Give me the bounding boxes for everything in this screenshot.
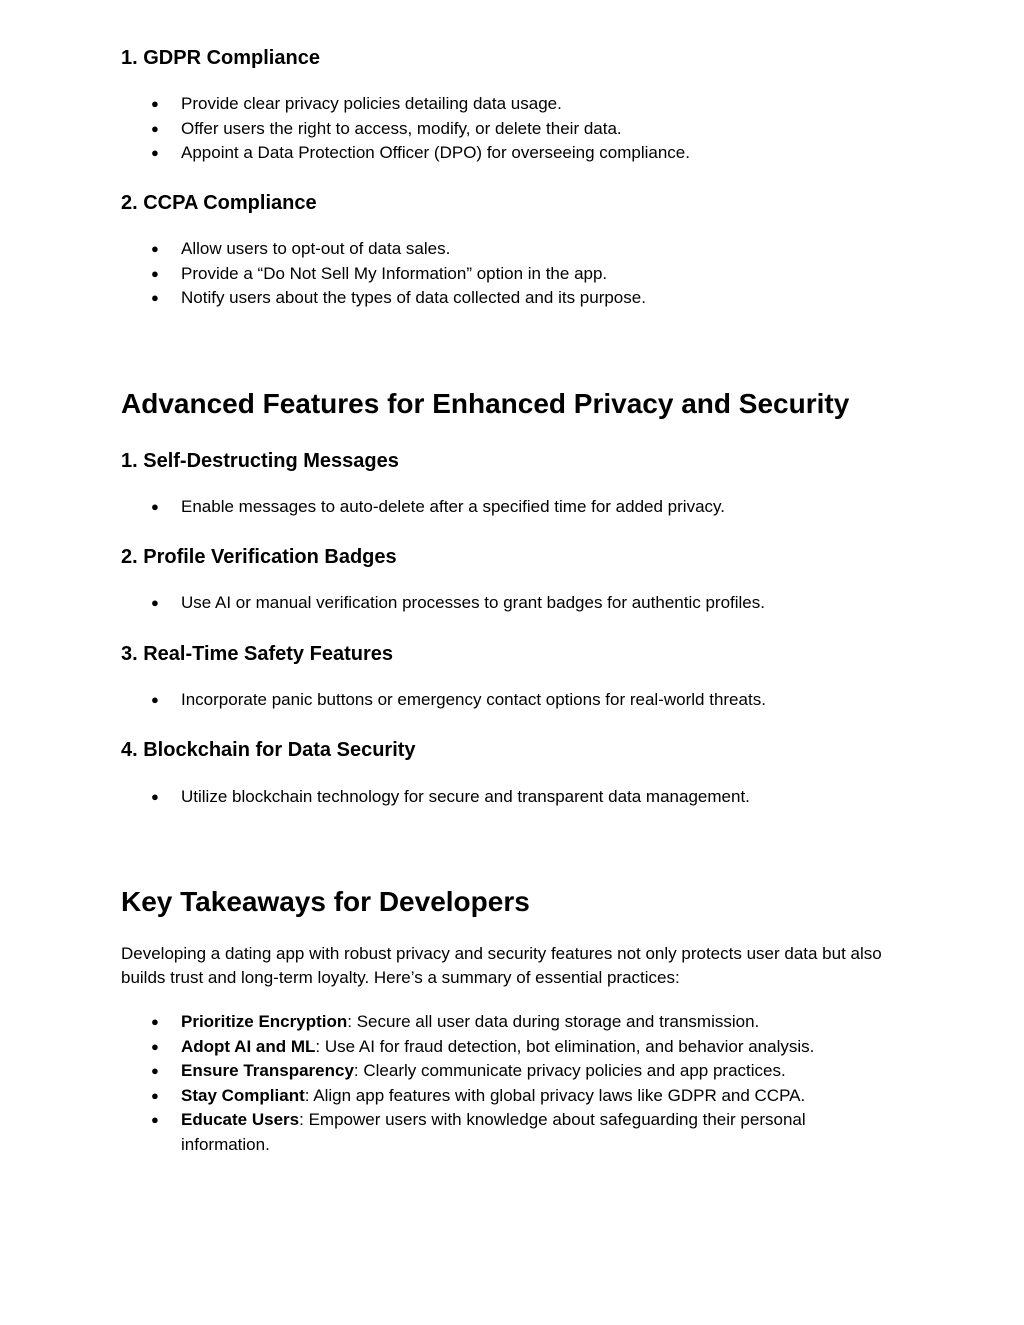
bullet-icon: ●	[151, 692, 159, 707]
list-item: ● Provide a “Do Not Sell My Information” option in the app.	[121, 262, 861, 287]
verification-badges-heading: 2. Profile Verification Badges	[121, 546, 397, 568]
bullet-icon: ●	[151, 145, 159, 160]
ccpa-list	[121, 237, 861, 311]
blockchain-list	[121, 785, 861, 810]
bullet-icon: ●	[151, 1087, 159, 1103]
bullet-icon: ●	[151, 290, 159, 305]
item-term: Stay Compliant	[181, 1085, 305, 1105]
bullet-icon: ●	[151, 1112, 159, 1127]
item-term: Adopt AI and ML	[181, 1036, 316, 1056]
list-item: ● Ensure Transparency: Clearly communicate privacy policies and app practices.	[121, 1059, 861, 1084]
item-term: Educate Users	[181, 1110, 300, 1129]
list-item: ● Utilize blockchain technology for secure and transparent data management.	[121, 785, 861, 810]
list-item: ● Provide clear privacy policies detailing data usage.	[121, 92, 861, 117]
list-item: ● Allow users to opt-out of data sales.	[121, 237, 861, 262]
bullet-icon: ●	[151, 1038, 159, 1054]
gdpr-list	[121, 92, 861, 166]
key-takeaways-title: Key Takeaways for Developers	[121, 886, 530, 917]
list-item: ● Appoint a Data Protection Officer (DPO) for overseeing compliance.	[121, 141, 861, 166]
blockchain-heading: 4. Blockchain for Data Security	[121, 739, 416, 761]
bullet-icon: ●	[151, 1063, 159, 1078]
bullet-icon: ●	[151, 789, 159, 804]
self-destructing-list	[121, 495, 861, 520]
item-term: Prioritize Encryption	[181, 1012, 348, 1031]
ccpa-heading: 2. CCPA Compliance	[121, 192, 317, 214]
list-item: ● Offer users the right to access, modify, or delete their data.	[121, 117, 861, 142]
verification-badges-list	[121, 591, 861, 616]
bullet-icon: ●	[151, 120, 159, 136]
list-item: ● Use AI or manual verification processes to grant badges for authentic profiles.	[121, 591, 861, 616]
takeaways-intro: Developing a dating app with robust privacy and security features not only protects user data but also builds trust and long-term loyalty. Here’s a summary of essential practices:	[121, 944, 882, 987]
item-term: Ensure Transparency	[181, 1061, 354, 1080]
bullet-icon: ●	[151, 96, 159, 111]
bullet-icon: ●	[151, 595, 159, 610]
gdpr-heading: 1. GDPR Compliance	[121, 47, 320, 69]
bullet-icon: ●	[151, 265, 159, 281]
list-item: ● Enable messages to auto-delete after a specified time for added privacy.	[121, 495, 861, 520]
bullet-icon: ●	[151, 1014, 159, 1029]
list-item: ● Educate Users: Empower users with knowledge about safeguarding their personal information.	[151, 1110, 806, 1154]
list-item: ● Notify users about the types of data collected and its purpose.	[121, 286, 861, 311]
safety-features-heading: 3. Real-Time Safety Features	[121, 643, 393, 665]
bullet-icon: ●	[151, 241, 159, 256]
safety-features-list	[121, 688, 861, 713]
advanced-features-title: Advanced Features for Enhanced Privacy and Security	[121, 388, 850, 419]
list-item: ● Prioritize Encryption: Secure all user data during storage and transmission.	[121, 1010, 861, 1035]
list-item: ● Adopt AI and ML: Use AI for fraud detection, bot elimination, and behavior analysis.	[121, 1035, 861, 1060]
list-item: ● Stay Compliant: Align app features with global privacy laws like GDPR and CCPA.	[121, 1084, 861, 1109]
bullet-icon: ●	[151, 499, 159, 514]
list-item: ● Incorporate panic buttons or emergency contact options for real-world threats.	[121, 688, 861, 713]
takeaways-list	[121, 1010, 861, 1157]
self-destructing-heading: 1. Self-Destructing Messages	[121, 450, 399, 472]
